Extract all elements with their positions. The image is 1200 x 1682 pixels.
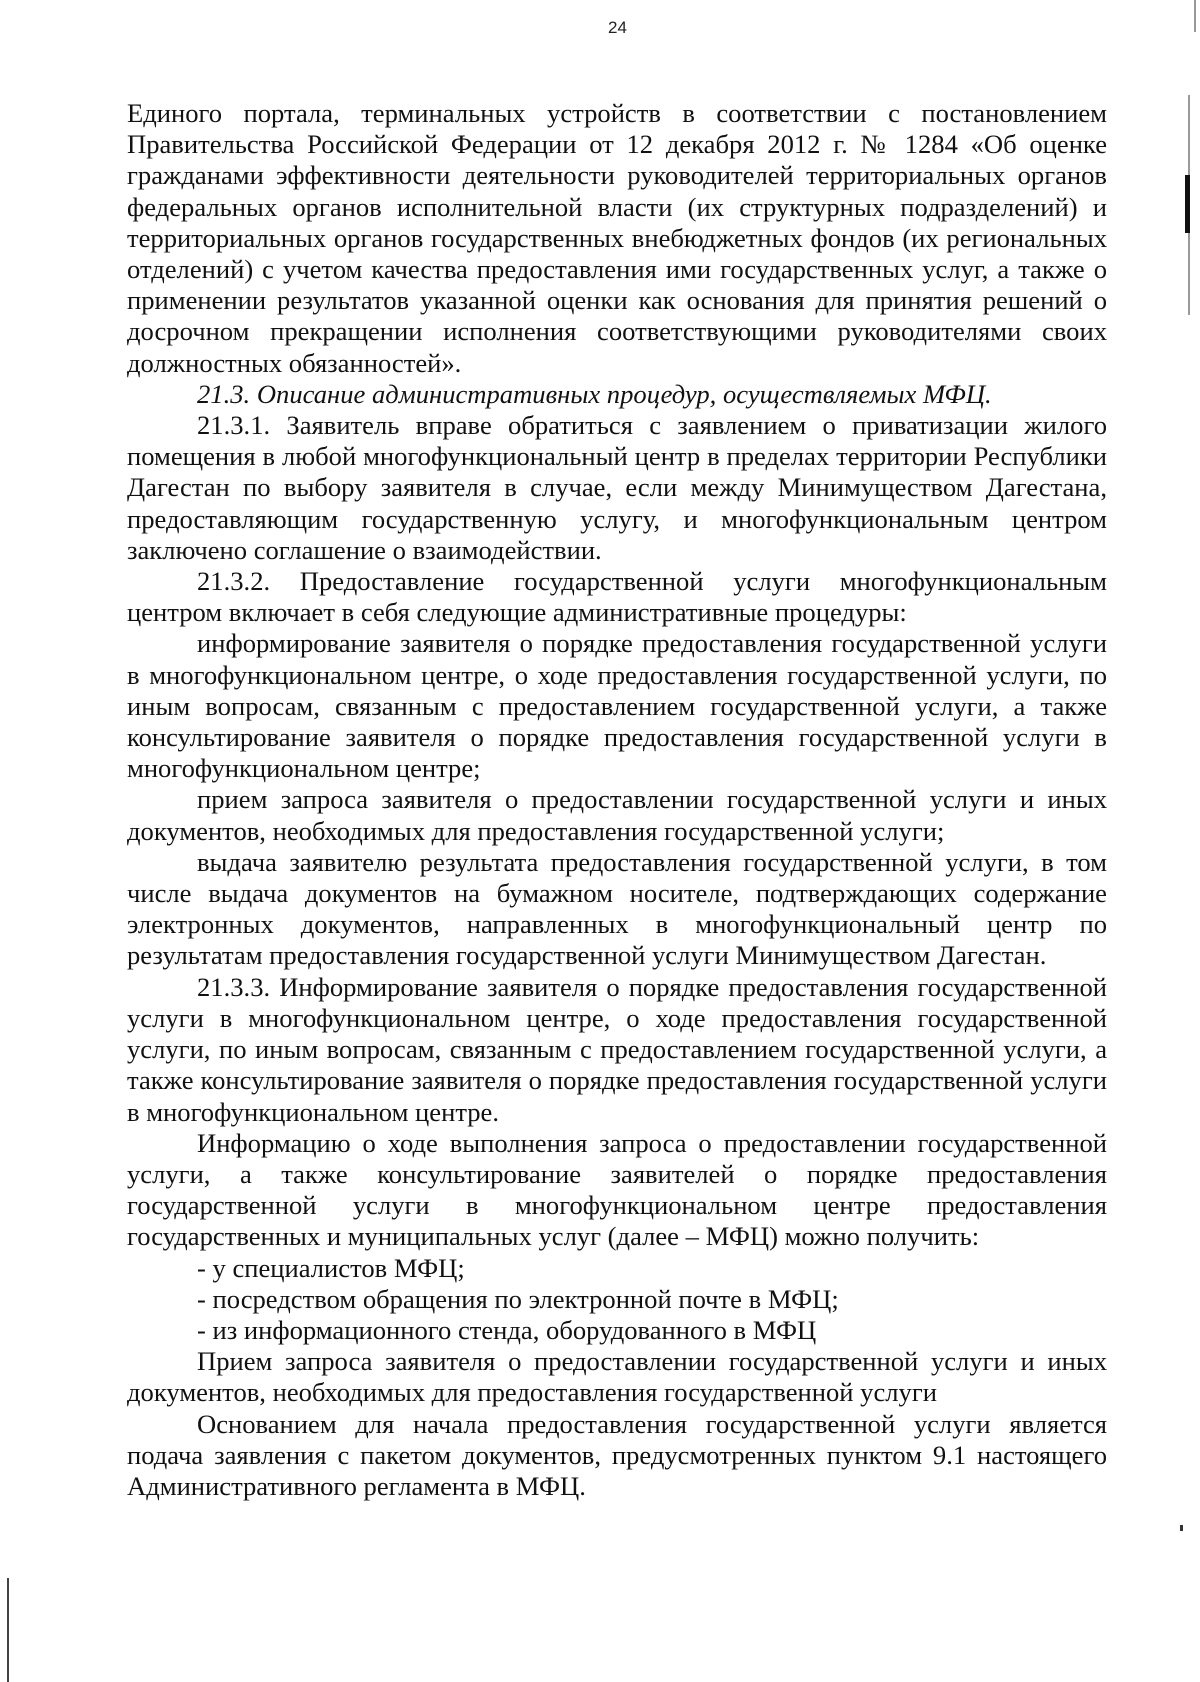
paragraph-21-3-2: 21.3.2. Предоставление государственной услуги многофункциональным центром включает в себя следующие административные процедуры: [127,566,1107,628]
scan-edge-mark [1194,0,1196,32]
paragraph-info-sources: Информацию о ходе выполнения запроса о предоставлении государственной услуги, а также консультирование заявителей о порядке предоставления государственной услуги в многофункциональном центре предоставления государственных и муниципальных услуг (далее – МФЦ) можно получить: [127,1127,1107,1252]
paragraph-21-3-3: 21.3.3. Информирование заявителя о порядке предоставления государственной услуги в многофункциональном центре, о ходе предоставления государственной услуги, по иным вопросам, связанным с предоставлением государственной услуги, а также консультирование заявителя о порядке предоставления государственной услуги в многофункциональном центре. [127,971,1107,1127]
paragraph-procedure-request: прием запроса заявителя о предоставлении государственной услуги и иных документов, необходимых для предоставления государственной услуги; [127,784,1107,846]
paragraph-grounds: Основанием для начала предоставления государственной услуги является подача заявления с пакетом документов, предусмотренных пунктом 9.1 настоящего Административного регламента в МФЦ. [127,1408,1107,1501]
scan-speck [1180,1525,1183,1531]
list-item: - посредством обращения по электронной почте в МФЦ; [197,1283,839,1314]
paragraph-decree-reference: Единого портала, терминальных устройств в соответствии с постановлением Правительства Российской Федерации от 12 декабря 2012 г. № 1284 «Об оценке гражданами эффективности деятельности руководителей территориальных органов федеральных органов исполнительной власти (их структурных подразделений) и территориальных органов государственных внебюджетных фондов (их региональных отделений) с учетом качества предоставления ими государственных услуг, а также о применении результатов указанной оценки как основания для принятия решений о досрочном прекращении исполнения соответствующими руководителями своих должностных обязанностей». [127,98,1107,378]
section-heading-21-3: 21.3. Описание административных процедур, осуществляемых МФЦ. [197,378,992,409]
page-number: 24 [608,18,627,37]
list-item: - из информационного стенда, оборудованного в МФЦ [197,1314,817,1345]
paragraph-request-reception: Прием запроса заявителя о предоставлении государственной услуги и иных документов, необходимых для предоставления государственной услуги [127,1346,1107,1408]
paragraph-procedure-informing: информирование заявителя о порядке предоставления государственной услуги в многофункциональном центре, о ходе предоставления государственной услуги, по иным вопросам, связанным с предоставлением государственной услуги, а также консультирование заявителя о порядке предоставления государственной услуги в многофункциональном центре; [127,628,1107,784]
scan-edge-mark [7,1578,9,1682]
paragraph-21-3-1: 21.3.1. Заявитель вправе обратиться с заявлением о приватизации жилого помещения в любой многофункциональный центр в пределах территории Республики Дагестан по выбору заявителя в случае, если между Минимуществом Дагестана, предоставляющим государственную услугу, и многофункциональным центром заключено соглашение о взаимодействии. [127,410,1107,565]
document-body [127,98,1107,1502]
list-item: - у специалистов МФЦ; [197,1252,465,1283]
scan-edge-mark [1185,175,1190,233]
paragraph-procedure-issuance: выдача заявителю результата предоставления государственной услуги, в том числе выдача документов на бумажном носителе, подтверждающих содержание электронных документов, направленных в многофункциональный центр по результатам предоставления государственной услуги Минимуществом Дагестан. [127,846,1107,971]
